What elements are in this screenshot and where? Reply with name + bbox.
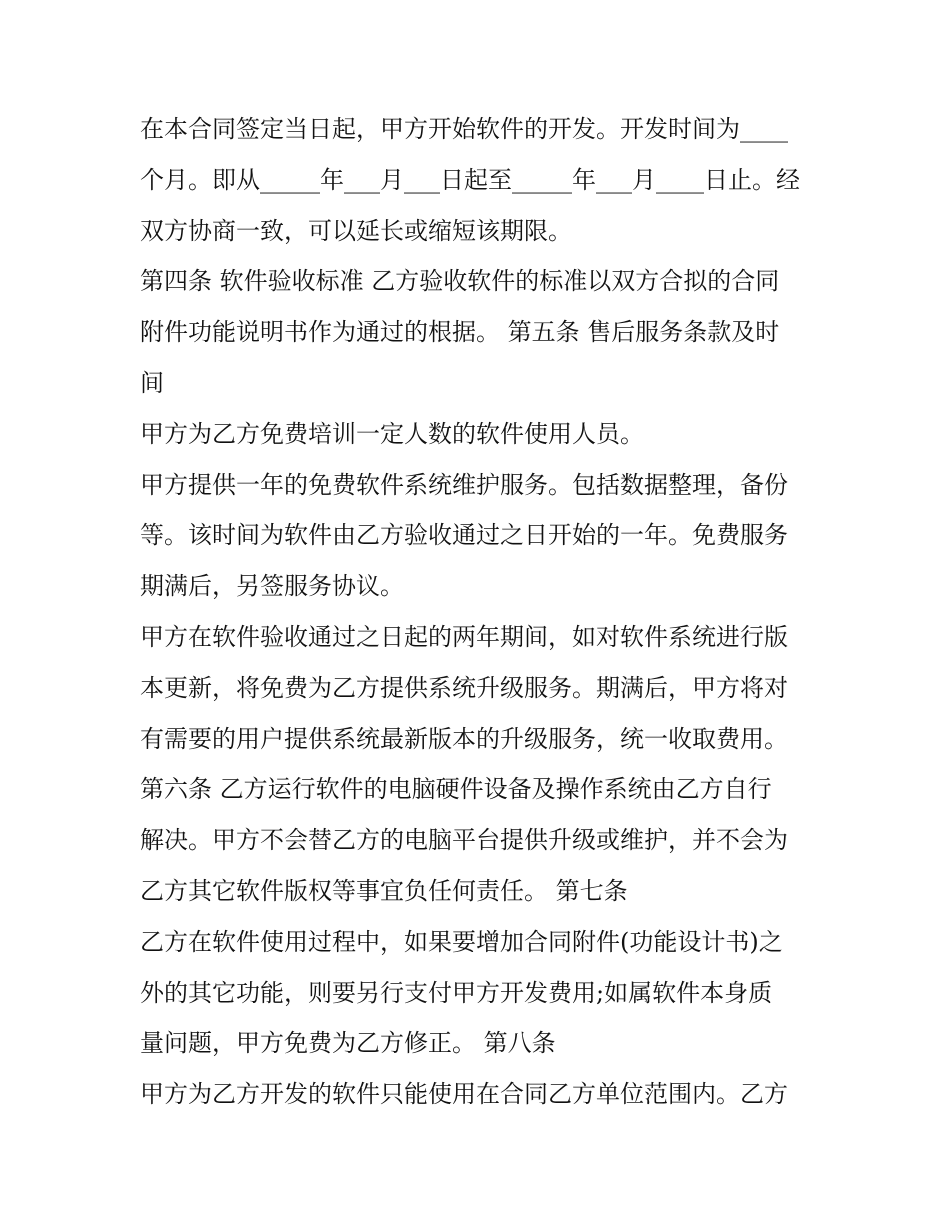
text-line: 第六条 乙方运行软件的电脑硬件设备及操作系统由乙方自行 <box>140 775 772 804</box>
text-line: 甲方提供一年的免费软件系统维护服务。包括数据整理，备份 <box>140 470 788 499</box>
text-line: 间 <box>140 368 164 397</box>
text-line: 外的其它功能，则要另行支付甲方开发费用;如属软件本身质 <box>140 978 773 1007</box>
text-line: 有需要的用户提供系统最新版本的升级服务，统一收取费用。 <box>140 724 788 753</box>
text-line: 期满后，另签服务协议。 <box>140 572 404 601</box>
text-line: 附件功能说明书作为通过的根据。 第五条 售后服务条款及时 <box>140 318 780 347</box>
text-line: 甲方为乙方免费培训一定人数的软件使用人员。 <box>140 419 644 448</box>
text-line: 量问题，甲方免费为乙方修正。 第八条 <box>140 1029 556 1058</box>
text-line: 等。该时间为软件由乙方验收通过之日开始的一年。免费服务 <box>140 521 788 550</box>
document-body <box>140 104 812 1120</box>
text-line: 解决。甲方不会替乙方的电脑平台提供升级或维护，并不会为 <box>140 826 788 855</box>
text-line: 个月。即从_____年___月___日起至_____年___月____日止。经 <box>140 165 800 194</box>
text-line: 在本合同签定当日起，甲方开始软件的开发。开发时间为____ <box>140 115 788 143</box>
text-line: 本更新，将免费为乙方提供系统升级服务。期满后，甲方将对 <box>140 673 788 702</box>
text-line: 第四条 软件验收标准 乙方验收软件的标准以双方合拟的合同 <box>140 267 780 296</box>
text-line: 乙方在软件使用过程中，如果要增加合同附件(功能设计书)之 <box>140 927 783 956</box>
text-line: 乙方其它软件版权等事宜负任何责任。 第七条 <box>140 876 628 905</box>
text-line: 甲方为乙方开发的软件只能使用在合同乙方单位范围内。乙方 <box>140 1080 788 1109</box>
text-line: 双方协商一致，可以延长或缩短该期限。 <box>140 216 572 245</box>
text-line: 甲方在软件验收通过之日起的两年期间，如对软件系统进行版 <box>140 622 788 651</box>
